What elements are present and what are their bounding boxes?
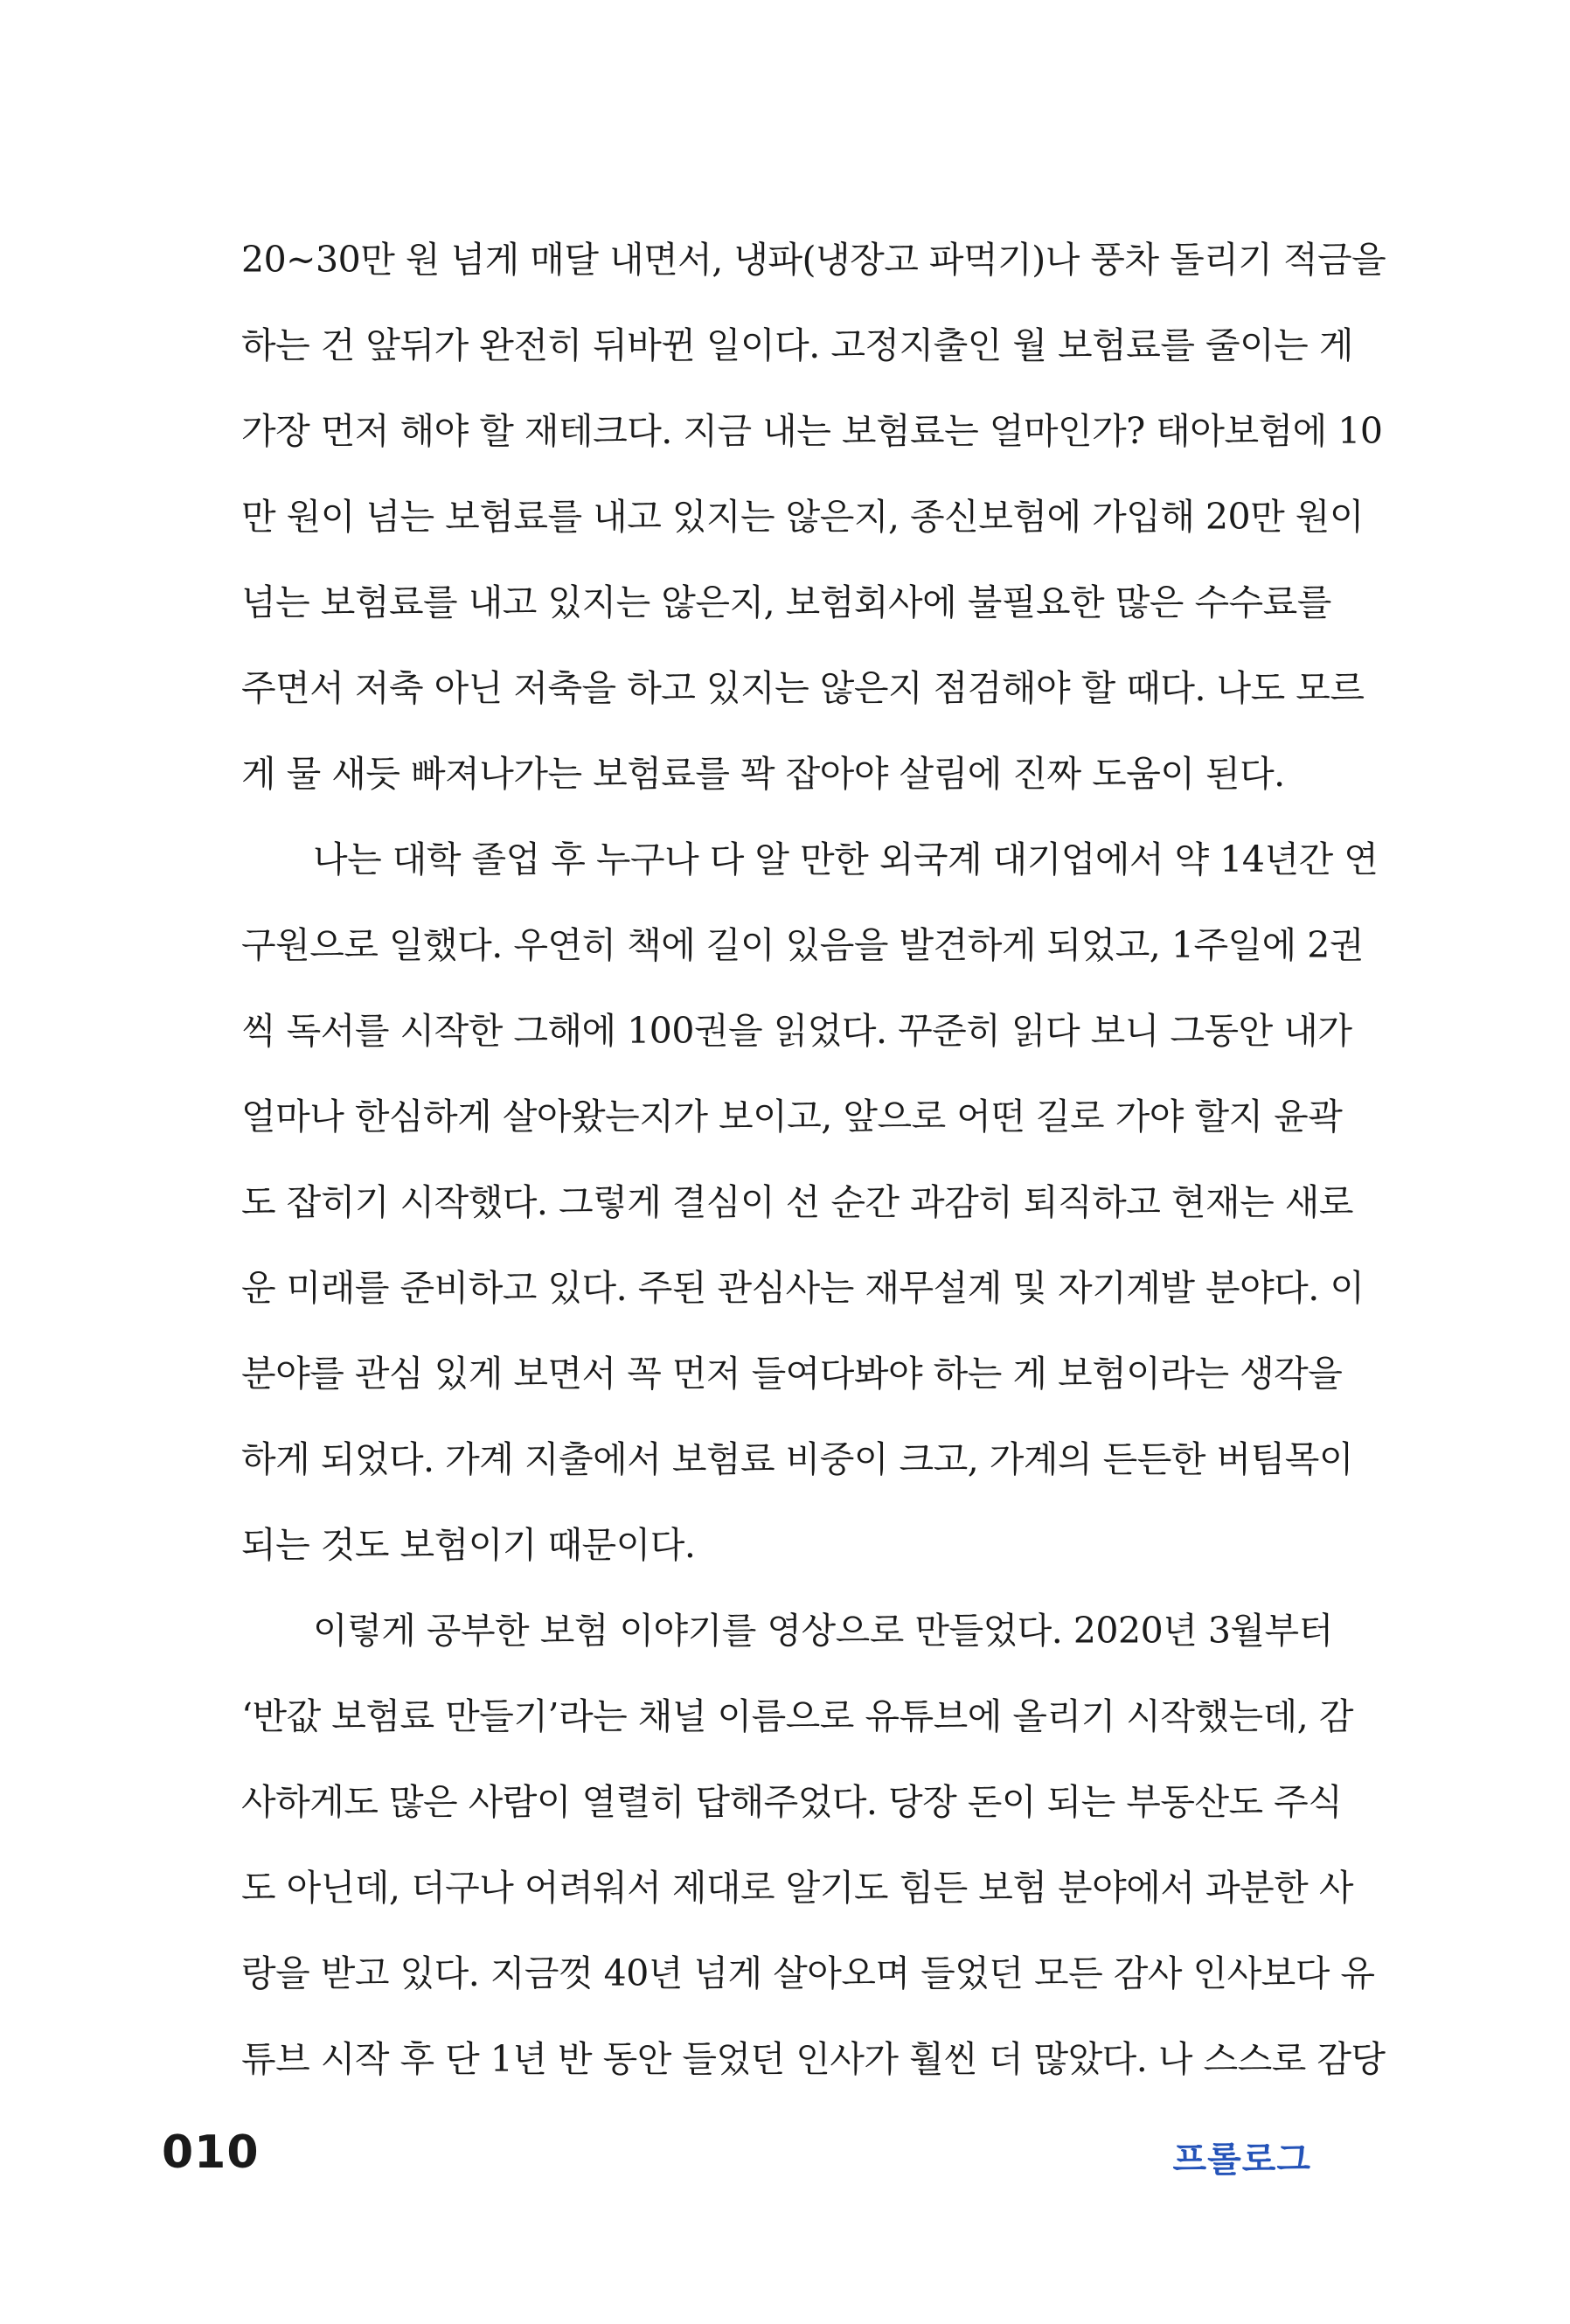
- text-line: 도 아닌데, 더구나 어려워서 제대로 알기도 힘든 보험 분야에서 과분한 사: [241, 1867, 1353, 1909]
- text-line: 도 잡히기 시작했다. 그렇게 결심이 선 순간 과감히 퇴직하고 현재는 새로: [241, 1181, 1353, 1223]
- text-line: 튜브 시작 후 단 1년 반 동안 들었던 인사가 훨씬 더 많았다. 나 스스로 감당: [241, 2038, 1386, 2080]
- text-line: 20~30만 원 넘게 매달 내면서, 냉파(냉장고 파먹기)나 풍차 돌리기 적금을: [241, 239, 1386, 281]
- text-line: 랑을 받고 있다. 지금껏 40년 넘게 살아오며 들었던 모든 감사 인사보다 유: [241, 1952, 1375, 1994]
- section-title: 프롤로그: [1172, 2140, 1311, 2180]
- text-line: 이렇게 공부한 보험 이야기를 영상으로 만들었다. 2020년 3월부터: [313, 1610, 1333, 1652]
- text-line: 분야를 관심 있게 보면서 꼭 먼저 들여다봐야 하는 게 보험이라는 생각을: [241, 1353, 1343, 1395]
- text-line: 하게 되었다. 가계 지출에서 보험료 비중이 크고, 가계의 든든한 버팀목이: [241, 1438, 1353, 1480]
- paragraph: [241, 1588, 1386, 2102]
- text-line: 만 원이 넘는 보험료를 내고 있지는 않은지, 종신보험에 가입해 20만 원이: [241, 496, 1364, 538]
- text-line: 얼마나 한심하게 살아왔는지가 보이고, 앞으로 어떤 길로 가야 할지 윤곽: [241, 1096, 1343, 1138]
- text-line: 되는 것도 보험이기 때문이다.: [241, 1524, 696, 1566]
- text-line: 게 물 새듯 빠져나가는 보험료를 꽉 잡아야 살림에 진짜 도움이 된다.: [241, 753, 1285, 795]
- text-line: 운 미래를 준비하고 있다. 주된 관심사는 재무설계 및 자기계발 분야다. 이: [241, 1267, 1365, 1309]
- text-line: 하는 건 앞뒤가 완전히 뒤바뀐 일이다. 고정지출인 월 보험료를 줄이는 게: [241, 324, 1353, 366]
- paragraph: [241, 817, 1379, 1588]
- text-line: 주면서 저축 아닌 저축을 하고 있지는 않은지 점검해야 할 때다. 나도 모르: [241, 667, 1365, 709]
- text-line: 넘는 보험료를 내고 있지는 않은지, 보험회사에 불필요한 많은 수수료를: [241, 581, 1331, 623]
- text-line: 사하게도 많은 사람이 열렬히 답해주었다. 당장 돈이 되는 부동산도 주식: [241, 1781, 1343, 1823]
- page-number: 010: [162, 2126, 260, 2179]
- text-line: 나는 대학 졸업 후 누구나 다 알 만한 외국계 대기업에서 약 14년간 연: [313, 838, 1379, 880]
- paragraph: [241, 217, 1386, 817]
- text-line: 씩 독서를 시작한 그해에 100권을 읽었다. 꾸준히 읽다 보니 그동안 내가: [241, 1010, 1352, 1052]
- text-line: ‘반값 보험료 만들기’라는 채널 이름으로 유튜브에 올리기 시작했는데, 감: [241, 1695, 1353, 1737]
- body-text: [241, 217, 1386, 2102]
- text-line: 구원으로 일했다. 우연히 책에 길이 있음을 발견하게 되었고, 1주일에 2권: [241, 924, 1364, 966]
- text-line: 가장 먼저 해야 할 재테크다. 지금 내는 보험료는 얼마인가? 태아보험에 10: [241, 410, 1383, 452]
